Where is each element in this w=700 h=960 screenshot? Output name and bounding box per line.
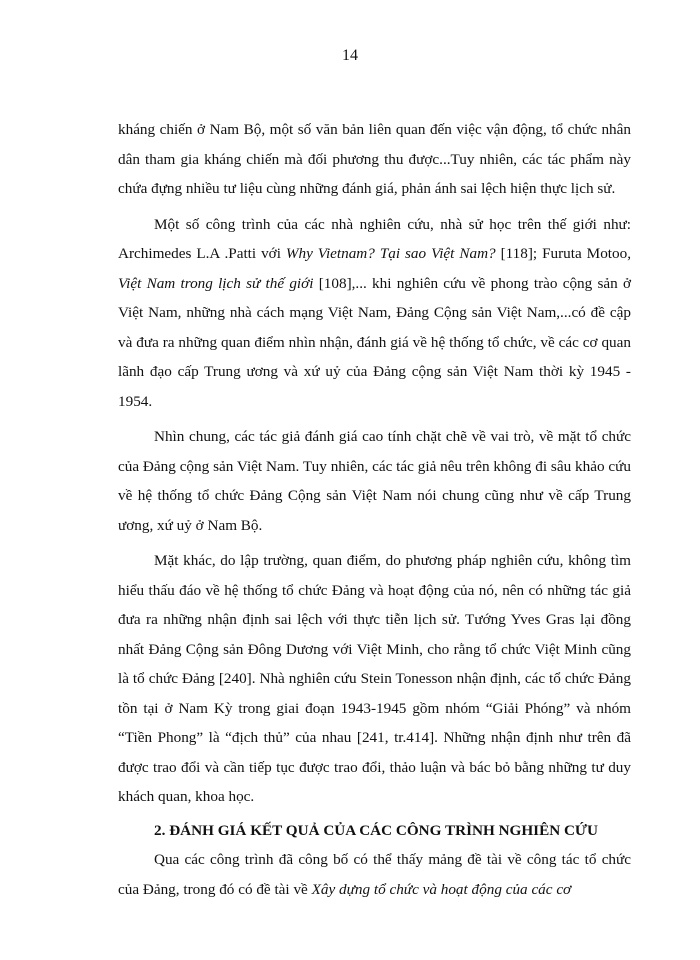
paragraph-2-text-2: [118]; Furuta Motoo, (495, 245, 631, 262)
book-title-viet-nam-lich-su: Việt Nam trong lịch sử thế giới (118, 274, 314, 292)
paragraph-5-italic: Xây dựng tổ chức và hoạt động của các cơ (311, 880, 572, 898)
section-heading: 2. ĐÁNH GIÁ KẾT QUẢ CỦA CÁC CÔNG TRÌNH NGHIÊN CỨU (154, 821, 598, 839)
paragraph-5 (118, 845, 631, 904)
paragraph-2-text-1: Một số công trình của các nhà nghiên cứu, nhà sử học trên thế giới như: Archimedes L.A .Patti với (118, 215, 631, 262)
paragraph-2 (118, 210, 631, 417)
page-number: 14 (342, 47, 358, 64)
paragraph-5-text-1: Qua các công trình đã công bố có thể thấy mảng đề tài về công tác tổ chức của Đảng, trong đó có đề tài về (118, 851, 631, 898)
paragraph-4: Mặt khác, do lập trường, quan điểm, do phương pháp nghiên cứu, không tìm hiểu thấu đáo về hệ thống tổ chức Đảng và hoạt động của nó, nên có những tác giả đưa ra những nhận định sai lệch với thực tiễn lịch sử. Tướng Yves Gras lại đồng nhất Đảng Cộng sản Đông Dương với Việt Minh, cho rằng tổ chức Việt Minh cũng là tổ chức Đảng [240]. Nhà nghiên cứu Stein Tonesson nhận định, các tổ chức Đảng tồn tại ở Nam Kỳ trong giai đoạn 1943-1945 gồm nhóm “Giải Phóng” và nhóm “Tiền Phong” là “địch thủ” của nhau [241, tr.414]. Những nhận định như trên đã được trao đổi và cần tiếp tục được trao đổi, thảo luận và bác bỏ bằng những tư duy khách quan, khoa học. (118, 552, 631, 805)
book-title-why-vietnam: Why Vietnam? Tại sao Việt Nam? (285, 245, 496, 262)
paragraph-1: kháng chiến ở Nam Bộ, một số văn bản liên quan đến việc vận động, tổ chức nhân dân tham gia kháng chiến mà đối phương thu được...Tuy nhiên, các tác phẩm này chứa đựng nhiều tư liệu cùng những đánh giá, phản ánh sai lệch hiện thực lịch sử. (118, 121, 631, 197)
page-body (118, 115, 631, 904)
paragraph-2-text-3: [108],... khi nghiên cứu về phong trào cộng sản ở Việt Nam, những nhà cách mạng Việt Nam, Đảng Cộng sản Việt Nam,...có đề cập và đưa ra những quan điểm nhìn nhận, đánh giá về hệ thống tổ chức, về các cơ quan lãnh đạo cấp Trung ương và xứ uỷ của Đảng cộng sản Việt Nam thời kỳ 1945 - 1954. (118, 274, 632, 410)
paragraph-3: Nhìn chung, các tác giả đánh giá cao tính chặt chẽ về vai trò, về mặt tổ chức của Đảng cộng sản Việt Nam. Tuy nhiên, các tác giả nêu trên không đi sâu khảo cứu về hệ thống tổ chức Đảng Cộng sản Việt Nam nói chung cũng như về cấp Trung ương, xứ uỷ ở Nam Bộ. (118, 428, 631, 534)
